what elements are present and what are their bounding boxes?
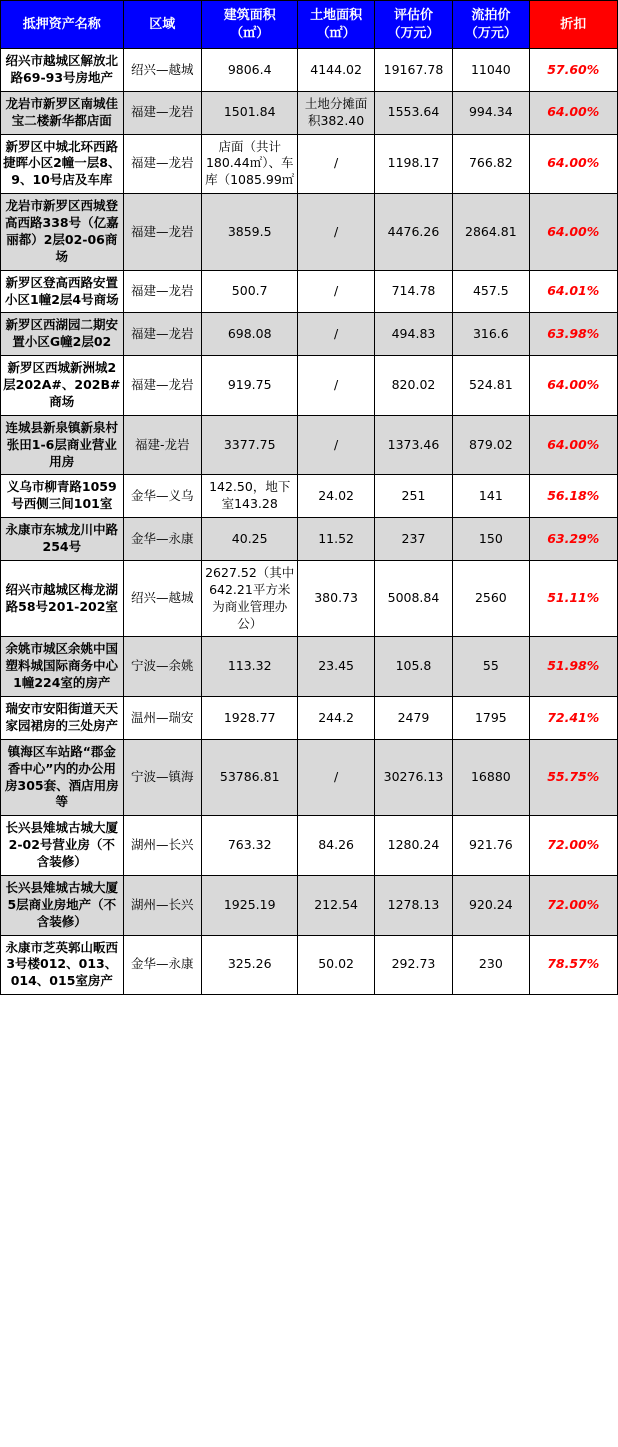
cell-asset-name: 绍兴市越城区解放北路69-93号房地产 [1,49,124,92]
column-header-auction-price-unit: （万元） [464,25,517,41]
cell-discount: 56.18% [529,475,617,518]
table-row [1,134,618,194]
cell-evaluation-price: 251 [374,475,452,518]
cell-building-area: 698.08 [201,313,297,356]
cell-discount: 63.98% [529,313,617,356]
cell-region: 福建—龙岩 [123,313,201,356]
table-row [1,49,618,92]
cell-discount: 72.00% [529,875,617,935]
cell-region: 绍兴—越城 [123,560,201,637]
table-row [1,313,618,356]
cell-building-area: 919.75 [201,356,297,416]
cell-building-area: 9806.4 [201,49,297,92]
cell-asset-name: 长兴县雉城古城大厦2-02号营业房（不含装修） [1,816,124,876]
table-row [1,816,618,876]
cell-auction-price: 994.34 [453,91,529,134]
cell-asset-name: 龙岩市新罗区南城佳宝二楼新华都店面 [1,91,124,134]
cell-discount: 64.00% [529,134,617,194]
table-row [1,91,618,134]
cell-evaluation-price: 714.78 [374,270,452,313]
cell-building-area: 1928.77 [201,697,297,740]
cell-asset-name: 连城县新泉镇新泉村张田1-6层商业营业用房 [1,415,124,475]
cell-region: 绍兴—越城 [123,49,201,92]
cell-evaluation-price: 5008.84 [374,560,452,637]
cell-evaluation-price: 2479 [374,697,452,740]
cell-land-area: 土地分摊面积382.40 [298,91,374,134]
cell-building-area: 40.25 [201,518,297,561]
cell-auction-price: 11040 [453,49,529,92]
cell-auction-price: 1795 [453,697,529,740]
column-header-auction-price [453,1,529,49]
column-header-region [123,1,201,49]
table-row [1,270,618,313]
cell-evaluation-price: 494.83 [374,313,452,356]
cell-discount: 72.41% [529,697,617,740]
column-header-auction-price-label: 流拍价 [471,8,511,23]
cell-land-area: 84.26 [298,816,374,876]
cell-region: 湖州—长兴 [123,875,201,935]
cell-asset-name: 镇海区车站路“郡金香中心”内的办公用房305套、酒店用房等 [1,739,124,816]
cell-building-area: 3859.5 [201,194,297,271]
table-body [1,49,618,995]
cell-asset-name: 瑞安市安阳街道天天家园裙房的三处房产 [1,697,124,740]
cell-evaluation-price: 1278.13 [374,875,452,935]
cell-region: 金华—义乌 [123,475,201,518]
cell-asset-name: 永康市东城龙川中路254号 [1,518,124,561]
cell-asset-name: 新罗区中城北环西路捷晖小区2幢一层8、9、10号店及车库 [1,134,124,194]
table-row [1,637,618,697]
cell-land-area: / [298,313,374,356]
cell-land-area: / [298,415,374,475]
cell-discount: 78.57% [529,935,617,995]
cell-evaluation-price: 1280.24 [374,816,452,876]
cell-evaluation-price: 1198.17 [374,134,452,194]
cell-auction-price: 2560 [453,560,529,637]
cell-land-area: 4144.02 [298,49,374,92]
cell-region: 福建-龙岩 [123,415,201,475]
column-header-building-area [201,1,297,49]
cell-evaluation-price: 1373.46 [374,415,452,475]
column-header-asset-name [1,1,124,49]
cell-region: 宁波—镇海 [123,739,201,816]
column-header-evaluation-price-unit: （万元） [387,25,440,41]
table-header-row [1,1,618,49]
cell-building-area: 142.50，地下室143.28 [201,475,297,518]
cell-evaluation-price: 4476.26 [374,194,452,271]
cell-evaluation-price: 105.8 [374,637,452,697]
cell-discount: 51.11% [529,560,617,637]
cell-auction-price: 920.24 [453,875,529,935]
cell-auction-price: 141 [453,475,529,518]
cell-discount: 64.00% [529,91,617,134]
cell-land-area: 24.02 [298,475,374,518]
cell-land-area: 380.73 [298,560,374,637]
column-header-discount-label: 折扣 [560,16,587,32]
cell-region: 福建—龙岩 [123,194,201,271]
cell-building-area: 1501.84 [201,91,297,134]
cell-region: 金华—永康 [123,518,201,561]
cell-auction-price: 150 [453,518,529,561]
cell-evaluation-price: 30276.13 [374,739,452,816]
cell-discount: 55.75% [529,739,617,816]
cell-region: 福建—龙岩 [123,356,201,416]
cell-asset-name: 义乌市柳青路1059号西侧三间101室 [1,475,124,518]
cell-evaluation-price: 19167.78 [374,49,452,92]
cell-evaluation-price: 820.02 [374,356,452,416]
table-row [1,194,618,271]
cell-building-area: 3377.75 [201,415,297,475]
cell-auction-price: 524.81 [453,356,529,416]
cell-auction-price: 230 [453,935,529,995]
cell-discount: 63.29% [529,518,617,561]
cell-land-area: 212.54 [298,875,374,935]
cell-building-area: 113.32 [201,637,297,697]
cell-land-area: 11.52 [298,518,374,561]
table-row [1,875,618,935]
cell-building-area: 500.7 [201,270,297,313]
cell-land-area: / [298,270,374,313]
cell-discount: 51.98% [529,637,617,697]
cell-land-area: 244.2 [298,697,374,740]
cell-evaluation-price: 237 [374,518,452,561]
table-row [1,739,618,816]
cell-region: 宁波—余姚 [123,637,201,697]
cell-region: 福建—龙岩 [123,270,201,313]
column-header-evaluation-price [374,1,452,49]
cell-asset-name: 新罗区西湖园二期安置小区G幢2层02 [1,313,124,356]
cell-auction-price: 879.02 [453,415,529,475]
column-header-building-area-label: 建筑面积 [223,8,276,23]
table-row [1,356,618,416]
cell-auction-price: 316.6 [453,313,529,356]
cell-land-area: / [298,134,374,194]
cell-building-area: 2627.52（其中642.21平方米为商业管理办公） [201,560,297,637]
table-row [1,475,618,518]
table-row [1,415,618,475]
table-row [1,560,618,637]
cell-auction-price: 16880 [453,739,529,816]
table-row [1,518,618,561]
cell-building-area: 53786.81 [201,739,297,816]
cell-region: 福建—龙岩 [123,91,201,134]
cell-region: 福建—龙岩 [123,134,201,194]
cell-land-area: 50.02 [298,935,374,995]
table-row [1,935,618,995]
column-header-building-area-unit: （㎡） [230,25,270,41]
cell-region: 湖州—长兴 [123,816,201,876]
cell-discount: 57.60% [529,49,617,92]
cell-evaluation-price: 1553.64 [374,91,452,134]
cell-auction-price: 921.76 [453,816,529,876]
cell-discount: 64.01% [529,270,617,313]
cell-auction-price: 2864.81 [453,194,529,271]
column-header-region-label: 区域 [149,16,176,32]
cell-asset-name: 新罗区西城新洲城2层202A#、202B#商场 [1,356,124,416]
cell-asset-name: 新罗区登高西路安置小区1幢2层4号商场 [1,270,124,313]
cell-asset-name: 永康市芝英郭山畈西3号楼012、013、014、015室房产 [1,935,124,995]
cell-land-area: / [298,739,374,816]
column-header-land-area [298,1,374,49]
cell-region: 温州—瑞安 [123,697,201,740]
cell-land-area: 23.45 [298,637,374,697]
cell-asset-name: 绍兴市越城区梅龙湖路58号201-202室 [1,560,124,637]
cell-auction-price: 766.82 [453,134,529,194]
cell-region: 金华—永康 [123,935,201,995]
cell-building-area: 325.26 [201,935,297,995]
cell-building-area: 763.32 [201,816,297,876]
cell-discount: 64.00% [529,415,617,475]
cell-discount: 72.00% [529,816,617,876]
cell-auction-price: 457.5 [453,270,529,313]
cell-discount: 64.00% [529,194,617,271]
cell-building-area: 店面（共计180.44㎡）、车库（1085.99㎡ [201,134,297,194]
cell-land-area: / [298,356,374,416]
cell-asset-name: 长兴县雉城古城大厦5层商业房地产（不含装修） [1,875,124,935]
column-header-evaluation-price-label: 评估价 [393,8,433,23]
column-header-land-area-unit: （㎡） [316,25,356,41]
cell-land-area: / [298,194,374,271]
cell-asset-name: 龙岩市新罗区西城登高西路338号（亿嘉丽都）2层02-06商场 [1,194,124,271]
column-header-land-area-label: 土地面积 [310,8,363,23]
cell-building-area: 1925.19 [201,875,297,935]
table-row [1,697,618,740]
cell-evaluation-price: 292.73 [374,935,452,995]
cell-asset-name: 余姚市城区余姚中国塑料城国际商务中心1幢224室的房产 [1,637,124,697]
cell-discount: 64.00% [529,356,617,416]
cell-auction-price: 55 [453,637,529,697]
column-header-discount [529,1,617,49]
column-header-asset-name-label: 抵押资产名称 [22,16,101,32]
